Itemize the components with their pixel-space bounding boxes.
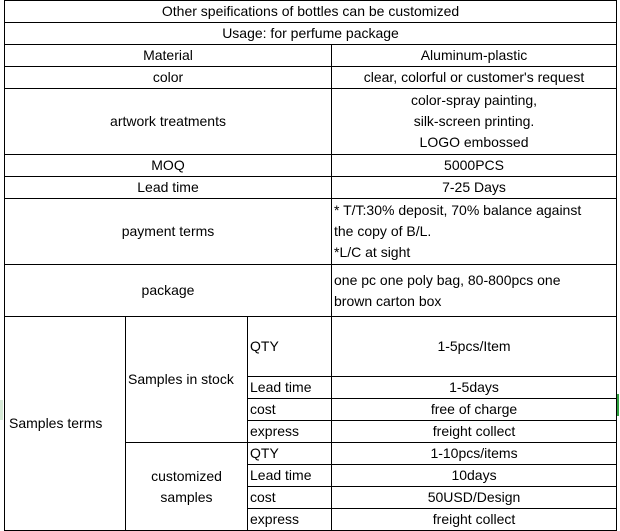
- material-row: [5, 45, 617, 67]
- active-cell-edge: [617, 394, 619, 416]
- package-label: package: [5, 265, 332, 317]
- lead-time-value: 7-25 Days: [332, 177, 617, 199]
- samples-row: [5, 317, 617, 377]
- title-row: [5, 1, 617, 23]
- artwork-line: LOGO embossed: [419, 134, 529, 150]
- sample-key: cost: [248, 399, 332, 421]
- sample-value: 1-5pcs/Item: [332, 317, 617, 377]
- customized-samples-line: customized: [151, 467, 222, 484]
- samples-in-stock-label: Samples in stock: [126, 317, 248, 443]
- samples-terms-label: Samples terms: [5, 317, 126, 531]
- payment-row: [5, 199, 617, 265]
- artwork-label: artwork treatments: [5, 89, 332, 155]
- package-value: [332, 265, 617, 317]
- artwork-value: [332, 89, 617, 155]
- sample-key: cost: [248, 487, 332, 509]
- package-line: brown carton box: [334, 292, 442, 309]
- sample-value: 1-5days: [332, 377, 617, 399]
- artwork-row: [5, 89, 617, 155]
- color-value: clear, colorful or customer's request: [332, 67, 617, 89]
- sample-value: free of charge: [332, 399, 617, 421]
- spec-table: [4, 0, 617, 531]
- sample-key: QTY: [248, 317, 332, 377]
- package-line: one pc one poly bag, 80-800pcs one: [334, 271, 561, 288]
- payment-line: the copy of B/L.: [334, 223, 432, 239]
- moq-row: [5, 155, 617, 177]
- color-label: color: [5, 67, 332, 89]
- sample-key: express: [248, 509, 332, 531]
- sample-key: QTY: [248, 443, 332, 465]
- sample-key: Lead time: [248, 377, 332, 399]
- sample-value: 50USD/Design: [332, 487, 617, 509]
- color-row: [5, 67, 617, 89]
- payment-line: *L/C at sight: [334, 244, 411, 260]
- package-row: [5, 265, 617, 317]
- cell-selection-marker: [0, 400, 3, 420]
- customized-samples-line: samples: [160, 488, 213, 505]
- material-value: Aluminum-plastic: [332, 45, 617, 67]
- artwork-line: color-spray painting,: [410, 92, 538, 108]
- payment-line: * T/T:30% deposit, 70% balance against: [334, 202, 582, 218]
- sample-value: freight collect: [332, 509, 617, 531]
- material-label: Material: [5, 45, 332, 67]
- customized-samples-label: [126, 443, 248, 531]
- usage-row: [5, 23, 617, 45]
- moq-value: 5000PCS: [332, 155, 617, 177]
- sample-value: 10days: [332, 465, 617, 487]
- usage-text: Usage: for perfume package: [5, 23, 617, 45]
- sample-key: express: [248, 421, 332, 443]
- spec-title: Other speifications of bottles can be customized: [5, 1, 617, 23]
- sample-value: 1-10pcs/items: [332, 443, 617, 465]
- sample-key: Lead time: [248, 465, 332, 487]
- moq-label: MOQ: [5, 155, 332, 177]
- lead-time-row: [5, 177, 617, 199]
- lead-time-label: Lead time: [5, 177, 332, 199]
- sample-value: freight collect: [332, 421, 617, 443]
- payment-label: payment terms: [5, 199, 332, 265]
- artwork-line: silk-screen printing.: [413, 113, 535, 129]
- payment-value: [332, 199, 617, 265]
